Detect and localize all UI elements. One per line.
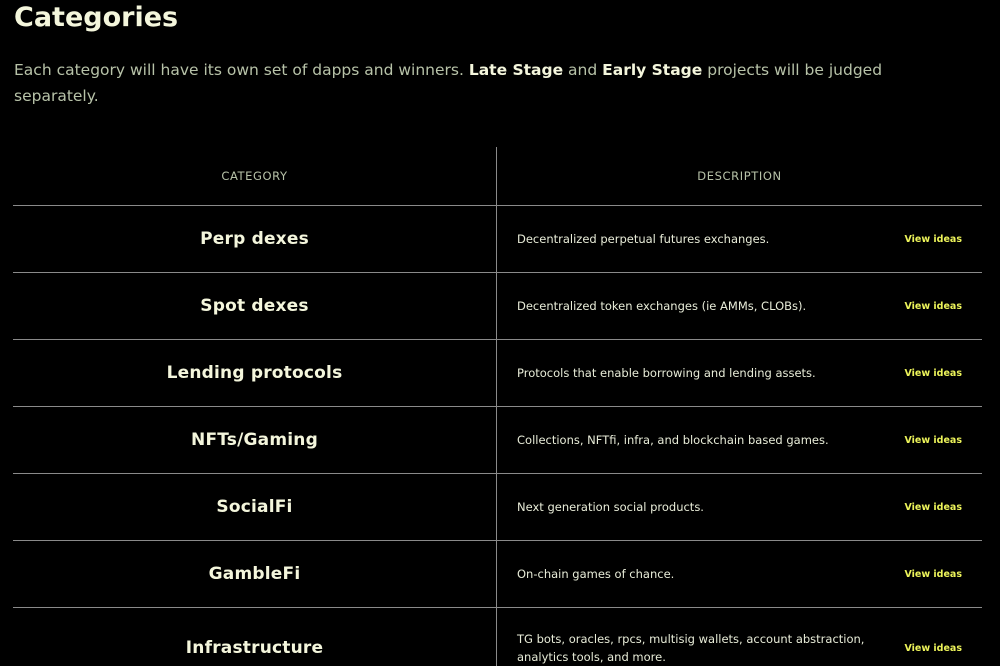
category-name: Infrastructure [185, 638, 324, 658]
intro-text-part: projects will be judged separately. [14, 61, 883, 105]
table-row [13, 608, 982, 666]
intro-text [14, 57, 914, 109]
category-description: On-chain games of chance. [517, 567, 675, 581]
table-row [13, 407, 982, 474]
page-title: Categories [14, 2, 179, 33]
category-cell [13, 608, 497, 666]
view-ideas-link[interactable]: View ideas [904, 642, 962, 654]
categories-table [13, 147, 982, 666]
description-cell [497, 340, 982, 406]
view-ideas-link[interactable]: View ideas [904, 501, 962, 513]
intro-text-part: Each category will have its own set of dapps and winners. [14, 61, 469, 79]
category-cell [13, 340, 497, 406]
view-ideas-link[interactable]: View ideas [904, 568, 962, 580]
category-description: Next generation social products. [517, 500, 704, 514]
intro-text-part: and [563, 61, 603, 79]
table-row [13, 340, 982, 407]
category-column-header-cell [13, 147, 497, 205]
category-cell [13, 273, 497, 339]
category-cell [13, 541, 497, 607]
category-cell [13, 474, 497, 540]
view-ideas-link[interactable]: View ideas [904, 300, 962, 312]
category-name: Spot dexes [200, 296, 309, 316]
table-row [13, 273, 982, 340]
description-column-header-cell [497, 147, 982, 205]
table-row [13, 206, 982, 273]
description-cell [497, 407, 982, 473]
category-column-header: CATEGORY [221, 169, 288, 183]
description-cell [497, 541, 982, 607]
category-name: Lending protocols [166, 363, 343, 383]
category-description: Collections, NFTfi, infra, and blockchain based games. [517, 433, 829, 447]
category-description: TG bots, oracles, rpcs, multisig wallets, account abstraction, analytics tools, and more. [517, 632, 865, 664]
description-cell [497, 206, 982, 272]
early-stage-label: Early Stage [602, 61, 703, 79]
table-row [13, 541, 982, 608]
category-cell [13, 206, 497, 272]
category-name: Perp dexes [200, 229, 309, 249]
category-name: SocialFi [216, 497, 293, 517]
view-ideas-link[interactable]: View ideas [904, 233, 962, 245]
category-cell [13, 407, 497, 473]
view-ideas-link[interactable]: View ideas [904, 434, 962, 446]
category-description: Decentralized perpetual futures exchanges. [517, 232, 770, 246]
table-header-row [13, 147, 982, 206]
late-stage-label: Late Stage [468, 61, 564, 79]
table-row [13, 474, 982, 541]
category-name: GambleFi [208, 564, 301, 584]
description-cell [497, 273, 982, 339]
view-ideas-link[interactable]: View ideas [904, 367, 962, 379]
description-cell [497, 608, 982, 666]
category-description: Protocols that enable borrowing and lending assets. [517, 366, 816, 380]
category-name: NFTs/Gaming [191, 430, 318, 450]
description-cell [497, 474, 982, 540]
category-description: Decentralized token exchanges (ie AMMs, CLOBs). [517, 299, 807, 313]
description-column-header: DESCRIPTION [697, 169, 782, 183]
